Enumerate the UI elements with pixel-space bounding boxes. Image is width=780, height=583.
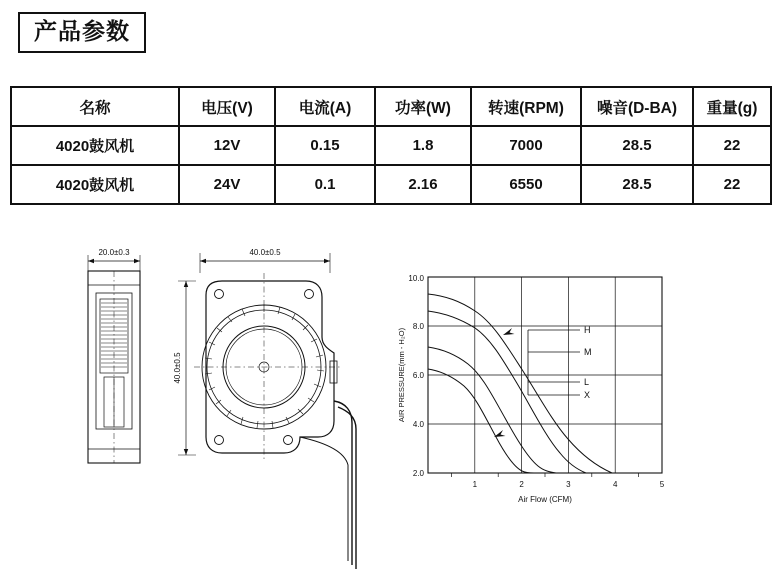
side-view-drawing: [88, 255, 140, 463]
side-view-top-dimension: 20.0±0.3: [98, 248, 130, 257]
performance-chart: [397, 274, 665, 504]
th-current: 电流(A): [275, 87, 375, 126]
cell-power: 1.8: [375, 126, 471, 165]
th-weight: 重量(g): [693, 87, 771, 126]
cell-voltage: 24V: [179, 165, 275, 204]
cell-noise: 28.5: [581, 165, 693, 204]
chart-label-m: M: [584, 347, 592, 357]
chart-x-axis-label: Air Flow (CFM): [518, 495, 572, 504]
chart-ytick-6: 6.0: [412, 371, 424, 380]
drawings-svg: [0, 225, 780, 583]
front-view-drawing: [178, 253, 356, 569]
chart-curve-l: [428, 347, 556, 473]
chart-ytick-10: 10.0: [408, 274, 424, 283]
chart-curve-m: [428, 311, 586, 473]
chart-xtick-1: 1: [472, 480, 478, 489]
table-row: [11, 126, 771, 165]
chart-gridlines-horizontal: [428, 326, 662, 424]
chart-xtick-2: 2: [519, 480, 524, 489]
chart-ytick-4: 4.0: [412, 420, 424, 429]
cell-current: 0.15: [275, 126, 375, 165]
chart-ytick-8: 8.0: [412, 322, 424, 331]
page-title: 产品参数: [18, 12, 146, 53]
chart-ytick-2: 2.0: [412, 469, 424, 478]
th-speed: 转速(RPM): [471, 87, 581, 126]
chart-label-l: L: [584, 377, 590, 387]
cell-voltage: 12V: [179, 126, 275, 165]
cell-current: 0.1: [275, 165, 375, 204]
chart-xtick-5: 5: [659, 480, 665, 489]
th-power: 功率(W): [375, 87, 471, 126]
chart-y-axis-label: AIR PRESSURE(mm - H₂O): [397, 327, 406, 423]
chart-label-x: X: [584, 390, 591, 400]
cell-power: 2.16: [375, 165, 471, 204]
cell-speed: 7000: [471, 126, 581, 165]
chart-xtick-4: 4: [612, 480, 618, 489]
th-noise: 噪音(D-BA): [581, 87, 693, 126]
cell-name: 4020鼓风机: [11, 126, 179, 165]
cell-speed: 6550: [471, 165, 581, 204]
chart-arrow-lower: [494, 430, 506, 437]
chart-arrow-upper: [503, 328, 515, 335]
table-header-row: [11, 87, 771, 126]
front-view-top-dimension: 40.0±0.5: [249, 248, 281, 257]
technical-drawings: [0, 225, 780, 583]
cell-name: 4020鼓风机: [11, 165, 179, 204]
chart-xtick-3: 3: [566, 480, 571, 489]
cell-weight: 22: [693, 165, 771, 204]
cell-weight: 22: [693, 126, 771, 165]
th-voltage: 电压(V): [179, 87, 275, 126]
front-view-left-dimension: 40.0±0.5: [173, 352, 182, 384]
page-title-container: [18, 12, 146, 53]
table-row: [11, 165, 771, 204]
cell-noise: 28.5: [581, 126, 693, 165]
th-name: 名称: [11, 87, 179, 126]
chart-label-h: H: [584, 325, 591, 335]
spec-table: [10, 86, 772, 205]
